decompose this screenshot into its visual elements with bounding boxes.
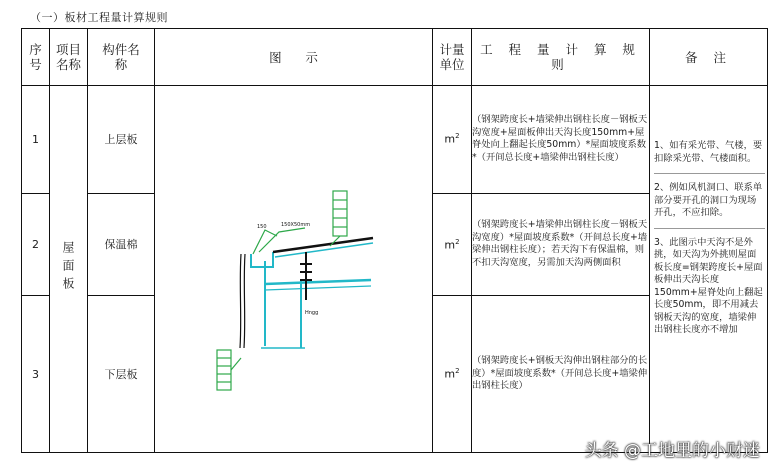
wall-sheet-line <box>240 254 241 348</box>
header-diagram: 图 示 <box>155 29 433 86</box>
note-divider <box>654 173 765 174</box>
roof-section-diagram <box>155 86 432 449</box>
diagram-cell <box>155 86 433 453</box>
row-component: 下层板 <box>88 296 155 453</box>
row-rule: （钢架跨度长+墙梁伸出钢柱长度－钢板天沟宽度+屋面板伸出天沟长度150mm+屋脊处向上翻起长度50mm）*屋面坡度系数*（开间总长度+墙梁伸出钢柱长度） <box>472 86 650 194</box>
dimension-label: Hngg <box>305 310 319 316</box>
dimension-label: 150 <box>257 224 267 230</box>
row-rule: （钢架跨度长+钢板天沟伸出钢柱部分的长度）*屋面坡度系数*（开间总长度+墙梁伸出钢柱长度） <box>472 296 650 453</box>
header-seq: 序号 <box>22 29 50 86</box>
note-item: 2、例如风机洞口、联系单部分要开孔的洞口为现场开孔，不应扣除。 <box>654 182 763 218</box>
row-unit: $m^2$ <box>433 296 472 453</box>
roof-beam <box>265 286 371 290</box>
header-row <box>22 29 768 86</box>
note-item: 1、如有采光带、气楼，要扣除采光带、气楼面积。 <box>654 140 763 164</box>
project-name-cell <box>50 86 88 453</box>
row-rule: （钢架跨度长+墙梁伸出钢柱长度－钢板天沟宽度）*屋面坡度系数*（开间总长度+墙梁伸出钢柱长度）；若天沟下有保温棉，则不扣天沟宽度，另需加天沟两侧面积 <box>472 193 650 296</box>
row-seq: 3 <box>22 296 50 453</box>
callout-stack <box>217 191 347 390</box>
row-unit: $m^2$ <box>433 193 472 296</box>
row-unit: $m^2$ <box>433 86 472 194</box>
row-component: 保温棉 <box>88 193 155 296</box>
steel-gutter <box>251 252 273 267</box>
dimension-label: 150X50mm <box>281 222 311 228</box>
watermark: 头条 @工地里的小财迷 <box>584 441 760 461</box>
header-unit: 计量单位 <box>433 29 472 86</box>
row-component: 上层板 <box>88 86 155 194</box>
header-note: 备 注 <box>650 29 768 86</box>
row-seq: 2 <box>22 193 50 296</box>
header-item: 项目名称 <box>50 29 88 86</box>
notes-cell <box>650 86 768 453</box>
roof-beam <box>265 280 371 284</box>
rules-table <box>21 28 768 453</box>
header-component: 构件名称 <box>88 29 155 86</box>
wall-sheet-line <box>244 254 245 348</box>
note-divider <box>654 228 765 229</box>
project-name: 屋面板 <box>61 240 75 295</box>
table-row <box>22 86 768 194</box>
section-heading: （一）板材工程量计算规则 <box>30 11 168 24</box>
note-item: 3、此图示中天沟不是外挑，如天沟为外挑则屋面板长度=钢架跨度长+屋面板伸出天沟长度150mm+屋脊处向上翻起长度50mm，即不用减去钢板天沟的宽度，墙梁伸出钢柱长度亦不增加 <box>654 236 763 335</box>
row-seq: 1 <box>22 86 50 194</box>
header-rule: 工 程 量 计 算 规 则 <box>472 29 650 86</box>
